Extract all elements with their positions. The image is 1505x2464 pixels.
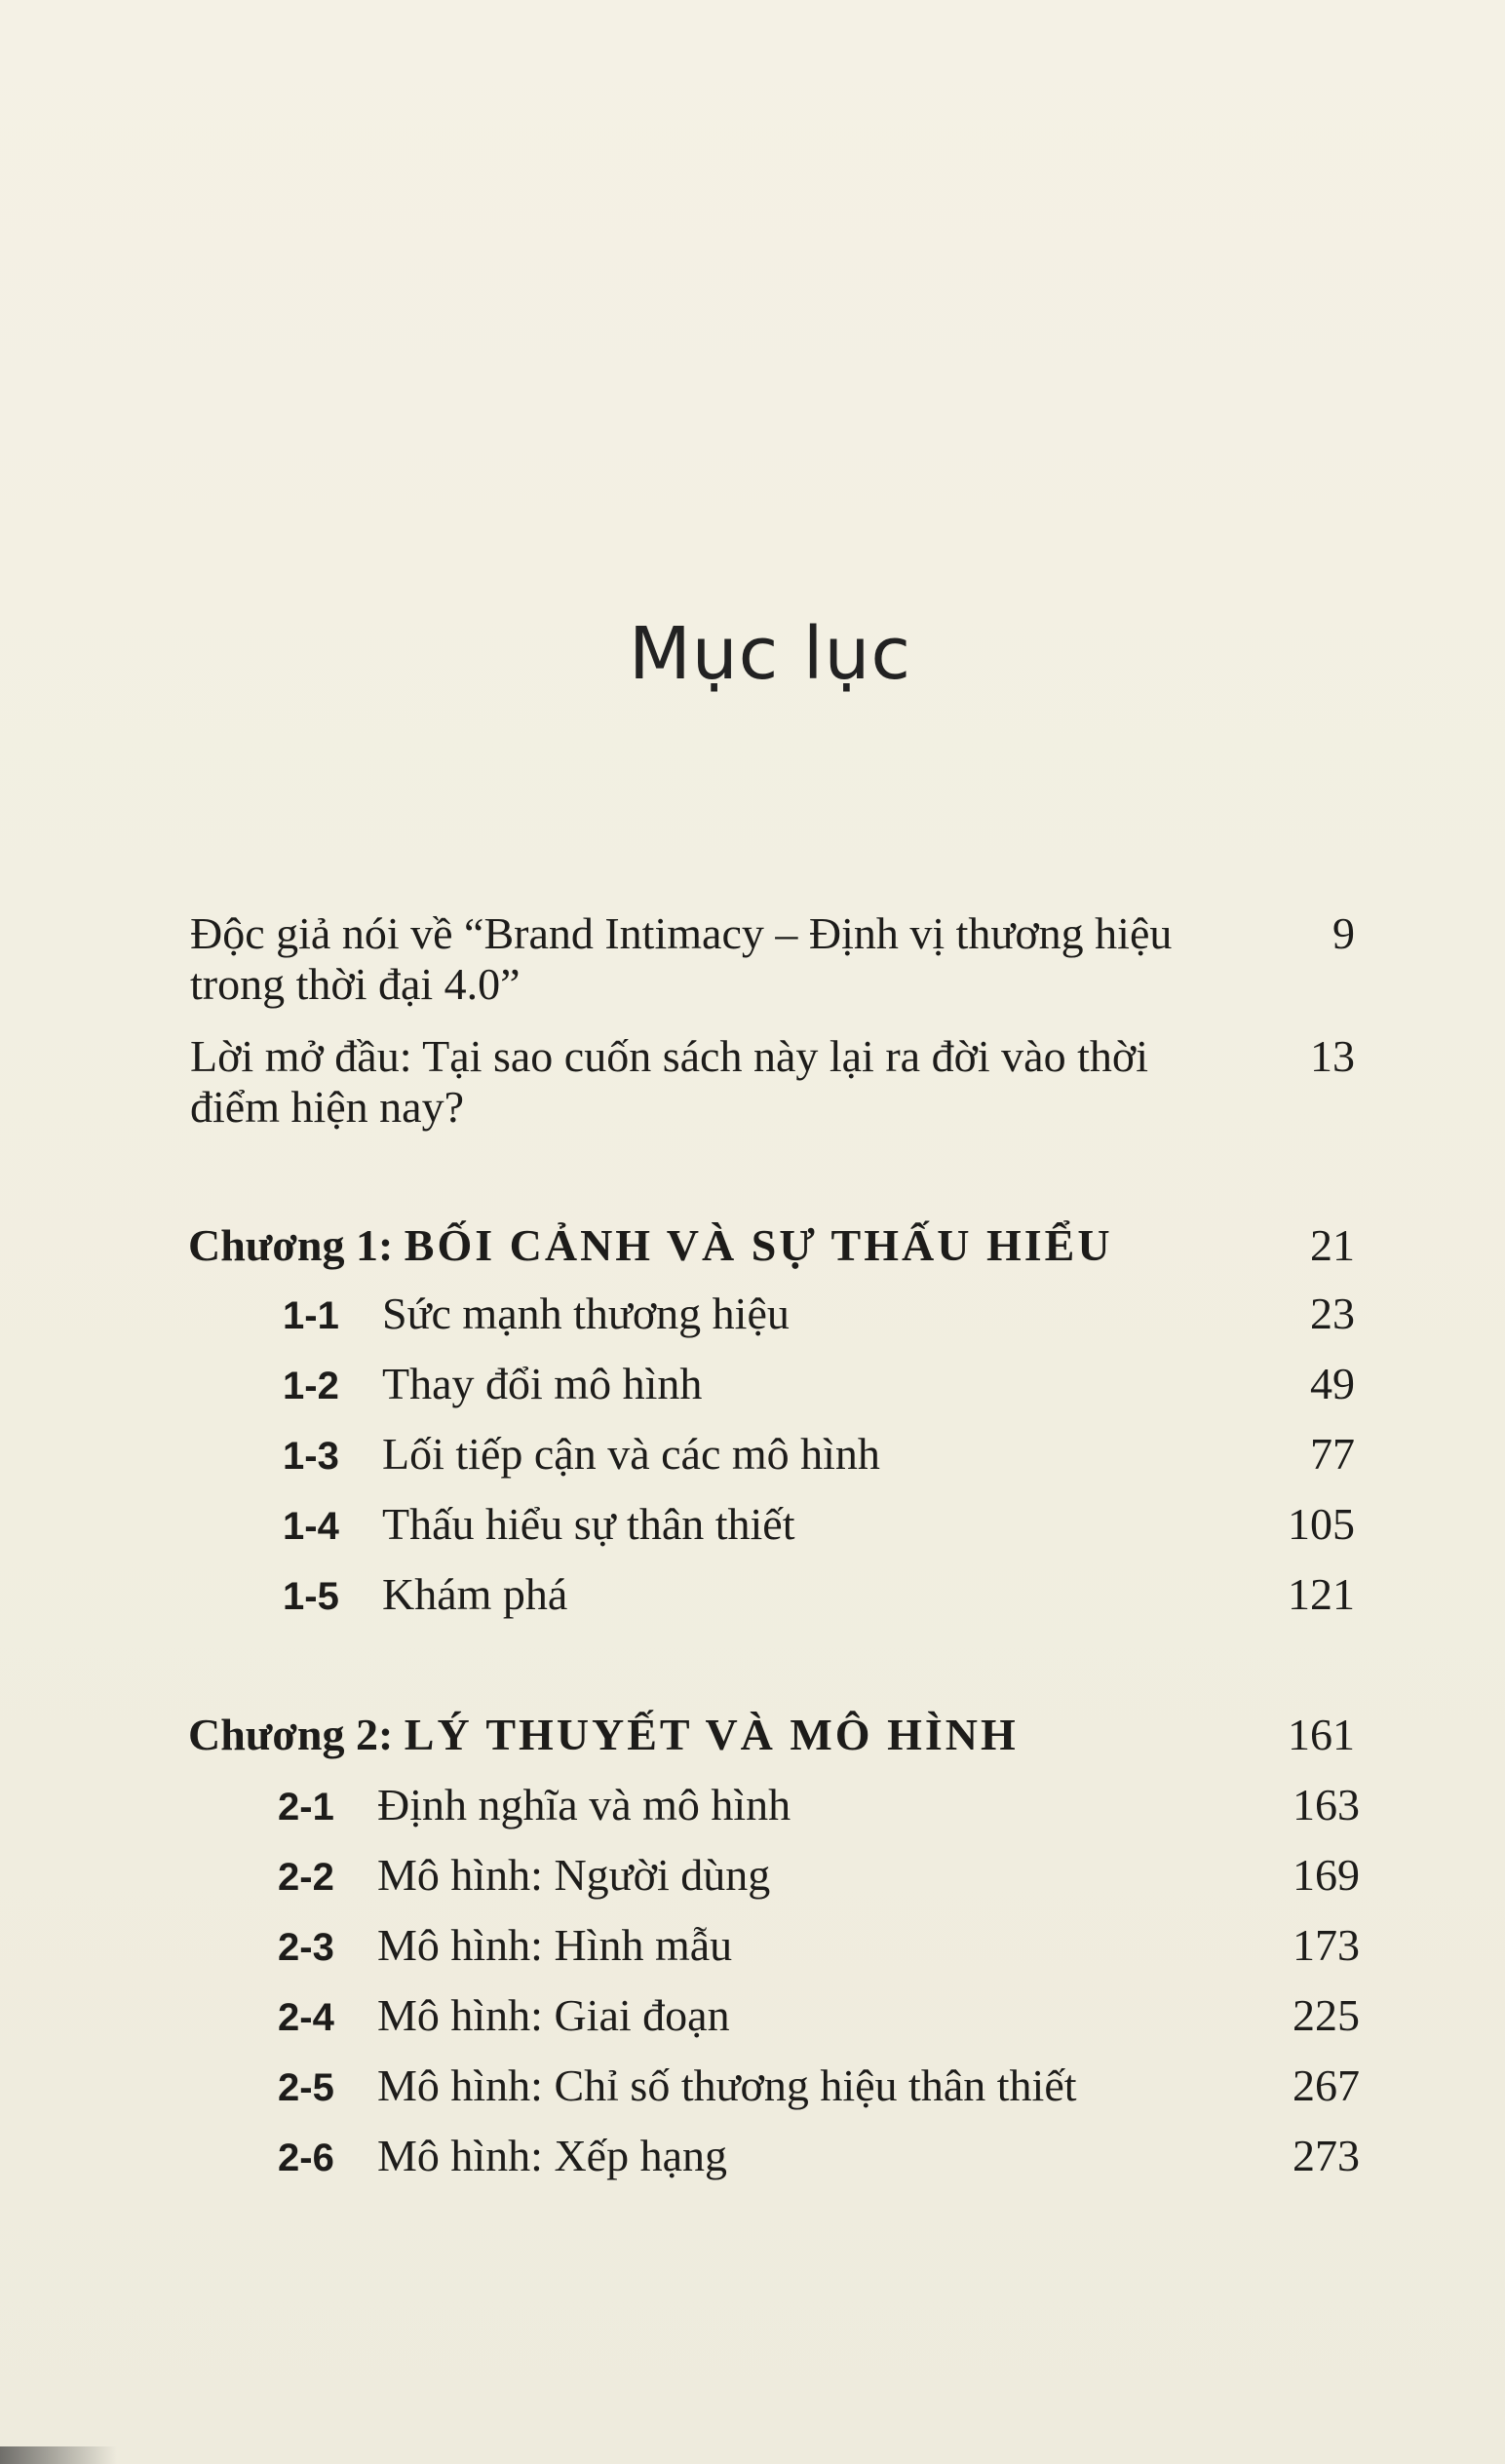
toc-section — [278, 1850, 1360, 1905]
section-page: 267 — [1293, 2060, 1360, 2110]
section-page: 163 — [1293, 1780, 1360, 1829]
toc-section — [283, 1429, 1355, 1483]
section-label: Lối tiếp cận và các mô hình — [382, 1429, 880, 1479]
toc-section — [283, 1569, 1355, 1624]
section-label: Mô hình: Chỉ số thương hiệu thân thiết — [377, 2060, 1077, 2110]
chapter-name: LÝ THUYẾT VÀ MÔ HÌNH — [404, 1710, 1019, 1759]
section-code: 1-2 — [283, 1365, 339, 1407]
section-code: 1-3 — [283, 1435, 339, 1478]
toc-entry-page: 9 — [1332, 908, 1355, 958]
section-page: 273 — [1293, 2131, 1360, 2180]
section-page: 173 — [1293, 1920, 1360, 1970]
page-title: Mục lục — [628, 612, 912, 696]
section-code: 2-5 — [278, 2066, 334, 2109]
section-label: Mô hình: Xếp hạng — [377, 2131, 728, 2180]
toc-section — [283, 1289, 1355, 1343]
toc-entry-foreword — [190, 1031, 1355, 1138]
section-label: Mô hình: Người dùng — [377, 1850, 771, 1900]
toc-section — [278, 1920, 1360, 1975]
toc-entry-page: 13 — [1310, 1031, 1355, 1081]
section-page: 77 — [1310, 1429, 1355, 1479]
section-code: 1-4 — [283, 1505, 339, 1548]
section-page: 169 — [1293, 1850, 1360, 1900]
chapter-prefix: Chương 1: — [188, 1220, 405, 1270]
toc-section — [283, 1359, 1355, 1413]
section-code: 1-1 — [283, 1294, 339, 1337]
toc-entry-reader-reviews — [190, 908, 1355, 1016]
page-edge-shadow — [0, 2446, 117, 2464]
section-code: 2-2 — [278, 1856, 334, 1899]
section-label: Thấu hiểu sự thân thiết — [382, 1499, 795, 1549]
chapter-prefix: Chương 2: — [188, 1710, 405, 1759]
section-code: 2-1 — [278, 1786, 334, 1829]
section-page: 225 — [1293, 1990, 1360, 2040]
chapter-heading-2 — [188, 1710, 1355, 1764]
section-label: Thay đổi mô hình — [382, 1359, 703, 1408]
toc-entry-text: Lời mở đầu: Tại sao cuốn sách này lại ra đời vào thời điểm hiện nay? — [190, 1031, 1148, 1132]
section-label: Khám phá — [382, 1569, 568, 1619]
section-page: 49 — [1310, 1359, 1355, 1408]
toc-section — [278, 2131, 1360, 2185]
toc-entry-text: Độc giả nói về “Brand Intimacy – Định vị thương hiệu trong thời đại 4.0” — [190, 908, 1173, 1009]
toc-section — [278, 2060, 1360, 2115]
section-code: 2-6 — [278, 2137, 334, 2179]
section-page: 23 — [1310, 1289, 1355, 1338]
toc-section — [278, 1990, 1360, 2045]
toc-section — [283, 1499, 1355, 1554]
section-code: 1-5 — [283, 1575, 339, 1618]
section-code: 2-4 — [278, 1996, 334, 2039]
chapter-page: 21 — [1310, 1220, 1355, 1270]
section-page: 121 — [1288, 1569, 1355, 1619]
section-label: Mô hình: Hình mẫu — [377, 1920, 733, 1970]
section-label: Mô hình: Giai đoạn — [377, 1990, 730, 2040]
section-label: Sức mạnh thương hiệu — [382, 1289, 790, 1338]
chapter-page: 161 — [1288, 1710, 1355, 1759]
chapter-heading-1 — [188, 1220, 1355, 1275]
section-label: Định nghĩa và mô hình — [377, 1780, 791, 1829]
section-code: 2-3 — [278, 1926, 334, 1969]
section-page: 105 — [1288, 1499, 1355, 1549]
toc-section — [278, 1780, 1360, 1834]
chapter-name: BỐI CẢNH VÀ SỰ THẤU HIỂU — [404, 1220, 1113, 1270]
